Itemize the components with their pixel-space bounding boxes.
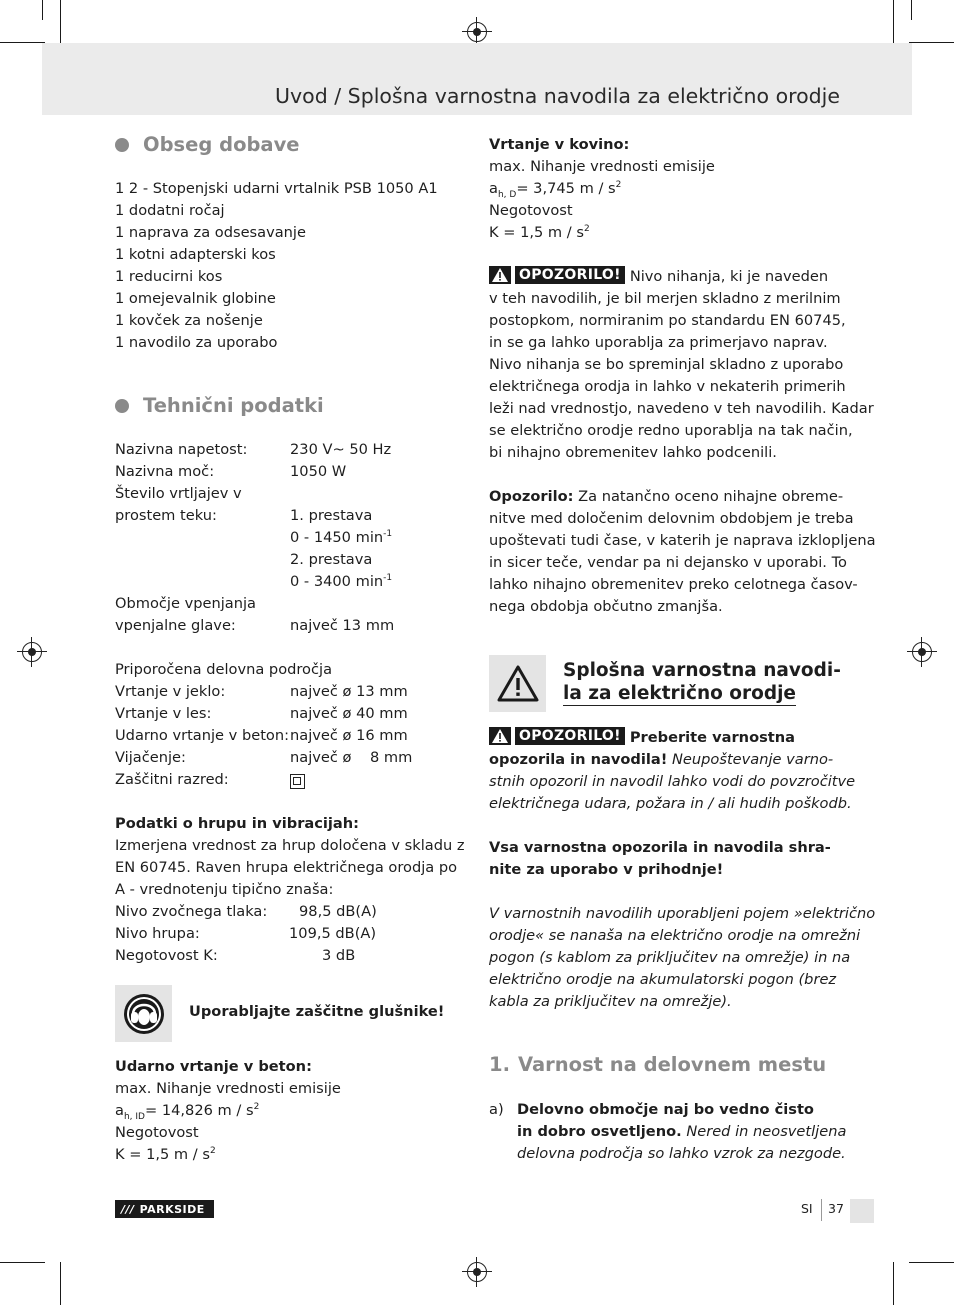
warning-triangle-icon [489, 727, 511, 745]
safety-section-title: Splošna varnostna navodi- la za električno orodje [563, 660, 841, 704]
list-item: 1 kovček za nošenje [115, 312, 263, 329]
scope-list [115, 178, 460, 354]
warning-triangle-icon [489, 655, 546, 712]
workplace-section: 1. Varnost na delovnem mestu a) Delovno območje naj bo vedno čisto in dobro osvetljeno. Nered in neosvetljena delovna področja so lahko vzrok za nezgode. [489, 1048, 844, 1165]
spec-value: največ ø 8 mm [290, 749, 413, 766]
right-column: Vrtanje v kovino: max. Nihanje vrednosti emisije $a_{h, D}= 3,745$ m / $s^2$ Negotovost K = 1,5 m / $s^2$ OPOZORILO! Nivo nihanja, ki je naveden v teh navodilih, je bil merjen skladno z merilnim postopkom, normiranim po standardu EN 60745, in se ga lahko uporablja za primerjavo naprav. Nivo nihanja se bo spreminjal skladno z uporabo električnega orodja in lahko v nekaterih primerih leži nad vrednostjo, navedeno v teh navodilih. Kadar se električno orodje redno uporablja na tak način, bi nihajno obremenitev lahko podcenili. Opozorilo: Za natančno oceno nihajne obreme- nitve med določenim delovnim obdobjem je treba upoštevati tudi čase, v katerih je naprava izklopljena in sicer teče, vendar pa ni dejansko v uporabi. To lahko nihajno obremenitev preko celotnega časov- nega obdobja občutno zmanjša. [489, 136, 876, 615]
spec-label: Nazivna napetost: [115, 441, 248, 458]
page-number: 37 [828, 1201, 844, 1216]
registration-mark-right [912, 642, 932, 662]
crop-mark [0, 42, 45, 43]
spec-value: 2. prestava [290, 551, 373, 568]
noise-label: Nivo zvočnega tlaka: [115, 903, 268, 920]
spec-label: Priporočena delovna področja [115, 661, 333, 678]
spec-label: Nazivna moč: [115, 463, 215, 480]
spec-label: Vrtanje v les: [115, 705, 212, 722]
warning-paragraph-2: Opozorilo: Za natančno oceno nihajne obreme- [489, 488, 844, 505]
vib-heading: Udarno vrtanje v beton: [115, 1058, 312, 1075]
warning-label: OPOZORILO! [515, 266, 625, 284]
protection-class-icon [290, 774, 305, 789]
spec-value: največ ø 13 mm [290, 683, 408, 700]
list-item: 1 omejevalnik globine [115, 290, 276, 307]
noise-label: Nivo hrupa: [115, 925, 200, 942]
list-item: 1 dodatni ročaj [115, 202, 225, 219]
parkside-logo: /// PARKSIDE [115, 1200, 214, 1218]
spec-label: Območje vpenjanja [115, 595, 256, 612]
ear-protection-icon [115, 985, 172, 1042]
noise-heading: Podatki o hrupu in vibracijah: [115, 815, 359, 832]
crop-mark [893, 1262, 894, 1305]
spec-label: Udarno vrtanje v beton: [115, 727, 290, 744]
bullet-icon [115, 138, 129, 152]
spec-value: 0 - 3400 $\min^{-1}$ [290, 573, 393, 590]
spec-label: Vijačenje: [115, 749, 186, 766]
list-item: 1 kotni adapterski kos [115, 246, 276, 263]
registration-mark-left [22, 642, 42, 662]
crop-mark [909, 42, 954, 43]
warning-badge [489, 727, 625, 745]
crop-mark [911, 0, 912, 20]
vib-heading: Vrtanje v kovino: [489, 136, 630, 153]
spec-value: 230 V~ 50 Hz [290, 441, 392, 458]
spec-value: največ ø 40 mm [290, 705, 408, 722]
warning-triangle-icon [489, 266, 511, 284]
section-heading-tech: Tehnični podatki [115, 389, 460, 423]
spec-label: prostem teku: [115, 507, 217, 524]
list-marker: a) [489, 1101, 504, 1118]
page-title: Uvod / Splošna varnostna navodila za električno orodje [275, 84, 840, 108]
tech-specs [115, 439, 460, 791]
spec-value: 1. prestava [290, 507, 373, 524]
spec-label: Zaščitni razred: [115, 771, 229, 788]
spec-value: 0 - 1450 $\min^{-1}$ [290, 529, 393, 546]
safety-content: OPOZORILO! Preberite varnostna opozorila in navodila! Neupoštevanje varno- stnih opozoril in navodil lahko vodi do povzročitve električnega udara, požara in / ali hudih poškodb. Vsa varnostna opozorila in navodila shra- nite za uporabo v prihodnje! V varnostnih navodilih uporabljeni pojem »električno orodje« se nanaša na električno orodje na omrežni pogon (s kablom za priključitev na omrežje) in na električno orodje na akumulatorski pogon (brez kabla za priključitev na omrežje). [489, 728, 876, 1010]
spec-value: največ 13 mm [290, 617, 395, 634]
section-heading-scope: Obseg dobave [115, 128, 460, 162]
vibration-concrete: Udarno vrtanje v beton: max. Nihanje vrednosti emisije $a_{h, ID}= 14,826$ m / $s^2$ Negotovost K = 1,5 m / $s^2$ [115, 1056, 460, 1166]
crop-mark [893, 0, 894, 45]
crop-mark [60, 1262, 61, 1305]
ear-protection-text: Uporabljajte zaščitne glušnike! [189, 1003, 445, 1020]
left-column [115, 128, 465, 967]
registration-mark-bottom [467, 1262, 487, 1282]
noise-label: Negotovost K: [115, 947, 218, 964]
list-item: 1 navodilo za uporabo [115, 334, 278, 351]
noise-text-line: A - vrednotenju tipično znaša: [115, 881, 334, 898]
crop-mark [0, 1262, 45, 1263]
page-tab [850, 1199, 874, 1223]
noise-value: 98,5 dB(A) [299, 903, 377, 920]
list-item: 1 reducirni kos [115, 268, 223, 285]
list-item: 1 2 - Stopenjski udarni vrtalnik PSB 1050 A1 [115, 180, 438, 197]
warning-badge [489, 266, 625, 284]
footer-divider [821, 1199, 822, 1221]
crop-mark [60, 0, 61, 45]
noise-text-line: EN 60745. Raven hrupa električnega orodja po [115, 859, 458, 876]
noise-value: 109,5 dB(A) [289, 925, 377, 942]
noise-text-line: Izmerjena vrednost za hrup določena v skladu z [115, 837, 465, 854]
warning-paragraph-1: OPOZORILO! Nivo nihanja, ki je naveden [489, 266, 844, 288]
registration-mark-top [467, 22, 487, 42]
spec-label: Vrtanje v jeklo: [115, 683, 226, 700]
spec-value: 1050 W [290, 463, 347, 480]
warning-label: OPOZORILO! [515, 727, 625, 745]
language-code: SI [801, 1201, 813, 1216]
section-heading-workplace: 1. Varnost na delovnem mestu [489, 1053, 827, 1076]
crop-mark [909, 1262, 954, 1263]
crop-mark [42, 0, 43, 20]
noise-value: 3 dB [322, 947, 356, 964]
spec-label: vpenjalne glave: [115, 617, 236, 634]
list-item: 1 naprava za odsesavanje [115, 224, 306, 241]
spec-label: Število vrtljajev v [115, 485, 242, 502]
safety-warning: OPOZORILO! Preberite varnostna [489, 727, 844, 749]
bullet-icon [115, 399, 129, 413]
spec-value: največ ø 16 mm [290, 727, 408, 744]
